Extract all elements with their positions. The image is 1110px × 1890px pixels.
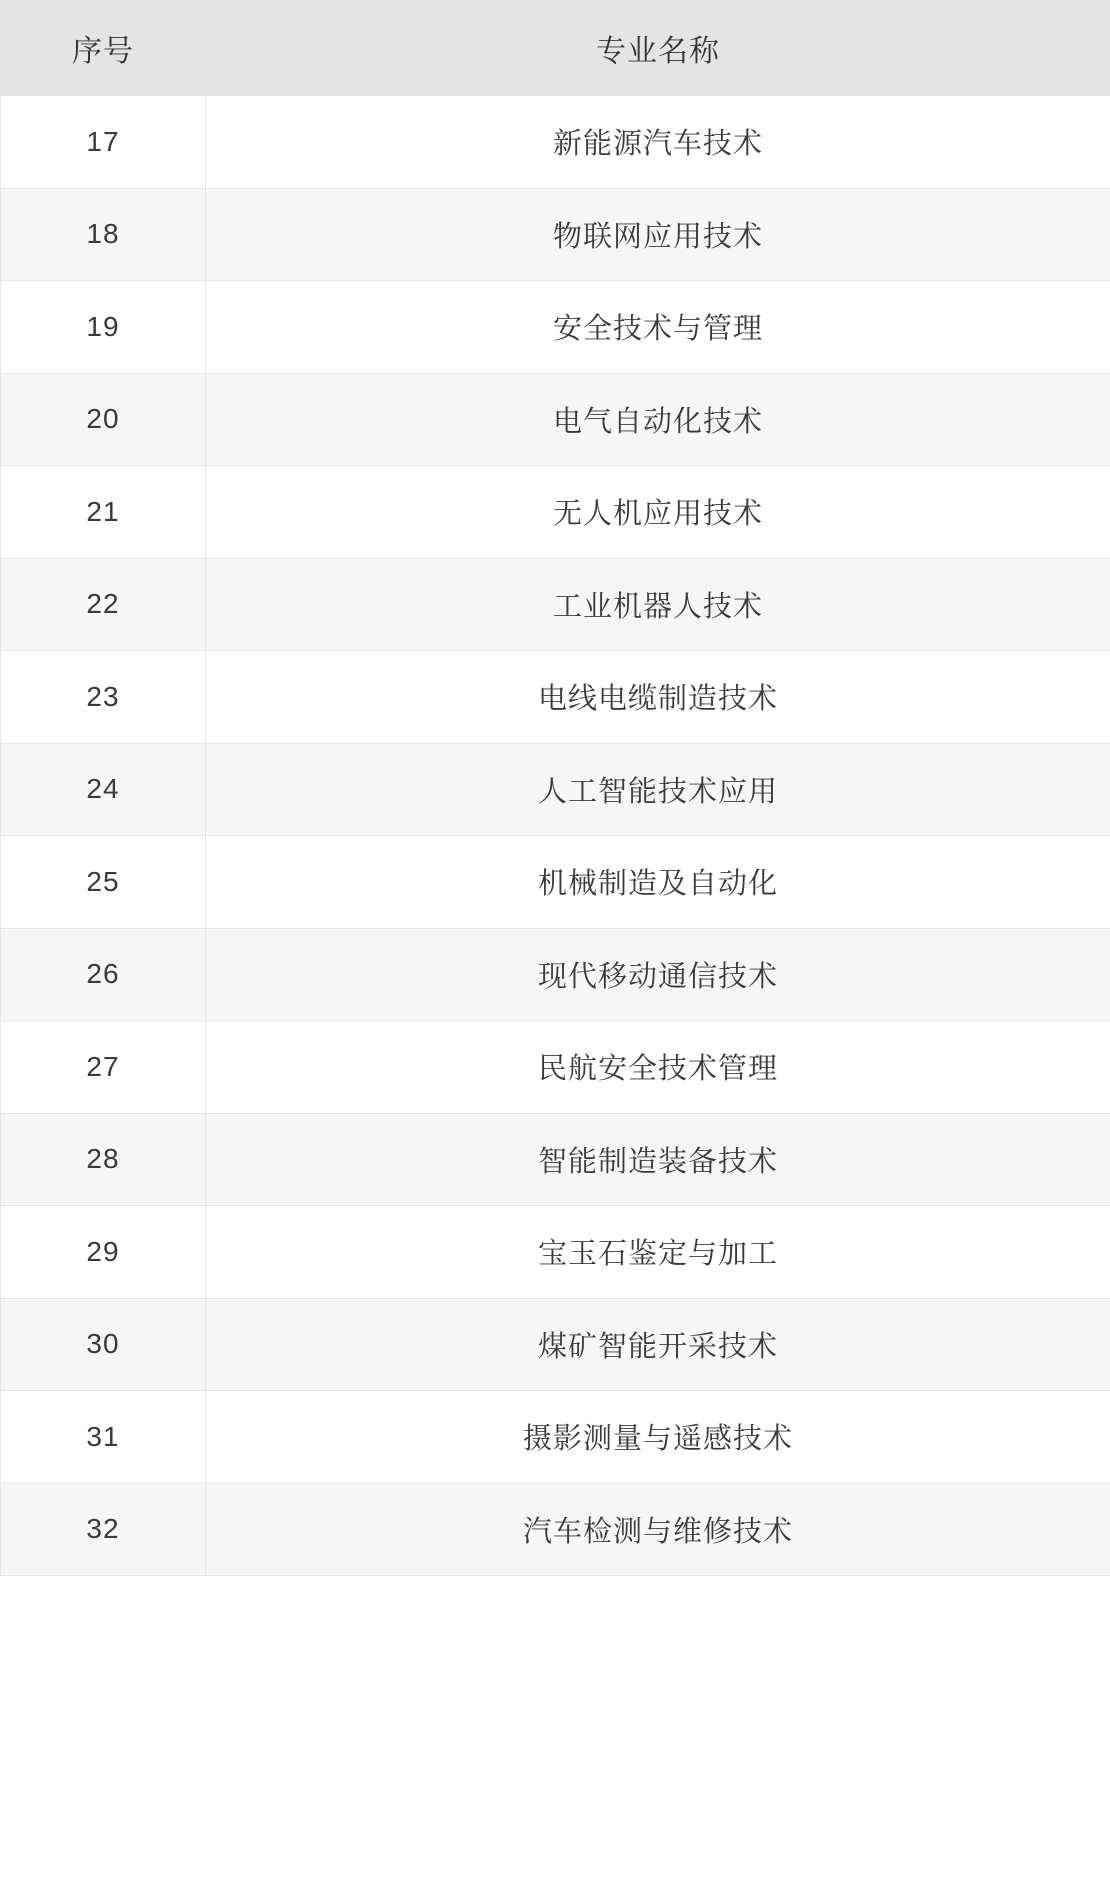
table-row — [1, 558, 1110, 651]
cell-index: 28 — [1, 1113, 206, 1206]
table-row — [1, 1391, 1110, 1484]
cell-index: 25 — [1, 836, 206, 929]
cell-major-name: 民航安全技术管理 — [206, 1021, 1110, 1114]
table-row — [1, 373, 1110, 466]
cell-index: 18 — [1, 188, 206, 281]
cell-major-name: 汽车检测与维修技术 — [206, 1483, 1110, 1576]
table-header — [1, 1, 1110, 96]
cell-major-name: 物联网应用技术 — [206, 188, 1110, 281]
table-row — [1, 281, 1110, 374]
table-row — [1, 1483, 1110, 1576]
table-header-row — [1, 1, 1110, 96]
cell-index: 29 — [1, 1206, 206, 1299]
cell-major-name: 安全技术与管理 — [206, 281, 1110, 374]
table-row — [1, 96, 1110, 189]
table-row — [1, 743, 1110, 836]
cell-major-name: 现代移动通信技术 — [206, 928, 1110, 1021]
cell-index: 30 — [1, 1298, 206, 1391]
table-row — [1, 1021, 1110, 1114]
cell-major-name: 煤矿智能开采技术 — [206, 1298, 1110, 1391]
table-row — [1, 836, 1110, 929]
cell-index: 26 — [1, 928, 206, 1021]
cell-major-name: 宝玉石鉴定与加工 — [206, 1206, 1110, 1299]
cell-major-name: 智能制造装备技术 — [206, 1113, 1110, 1206]
cell-major-name: 无人机应用技术 — [206, 466, 1110, 559]
cell-index: 32 — [1, 1483, 206, 1576]
cell-major-name: 人工智能技术应用 — [206, 743, 1110, 836]
table-row — [1, 188, 1110, 281]
cell-index: 23 — [1, 651, 206, 744]
column-header-name: 专业名称 — [206, 1, 1110, 96]
table-body — [1, 96, 1110, 1576]
table-row — [1, 651, 1110, 744]
cell-major-name: 电气自动化技术 — [206, 373, 1110, 466]
cell-major-name: 摄影测量与遥感技术 — [206, 1391, 1110, 1484]
cell-index: 24 — [1, 743, 206, 836]
cell-index: 31 — [1, 1391, 206, 1484]
cell-index: 19 — [1, 281, 206, 374]
cell-index: 17 — [1, 96, 206, 189]
cell-index: 22 — [1, 558, 206, 651]
table-row — [1, 466, 1110, 559]
cell-index: 20 — [1, 373, 206, 466]
column-header-index: 序号 — [1, 1, 206, 96]
table-row — [1, 1298, 1110, 1391]
cell-major-name: 新能源汽车技术 — [206, 96, 1110, 189]
table-row — [1, 928, 1110, 1021]
table-row — [1, 1206, 1110, 1299]
cell-major-name: 电线电缆制造技术 — [206, 651, 1110, 744]
cell-index: 21 — [1, 466, 206, 559]
cell-major-name: 工业机器人技术 — [206, 558, 1110, 651]
cell-major-name: 机械制造及自动化 — [206, 836, 1110, 929]
table-row — [1, 1113, 1110, 1206]
cell-index: 27 — [1, 1021, 206, 1114]
